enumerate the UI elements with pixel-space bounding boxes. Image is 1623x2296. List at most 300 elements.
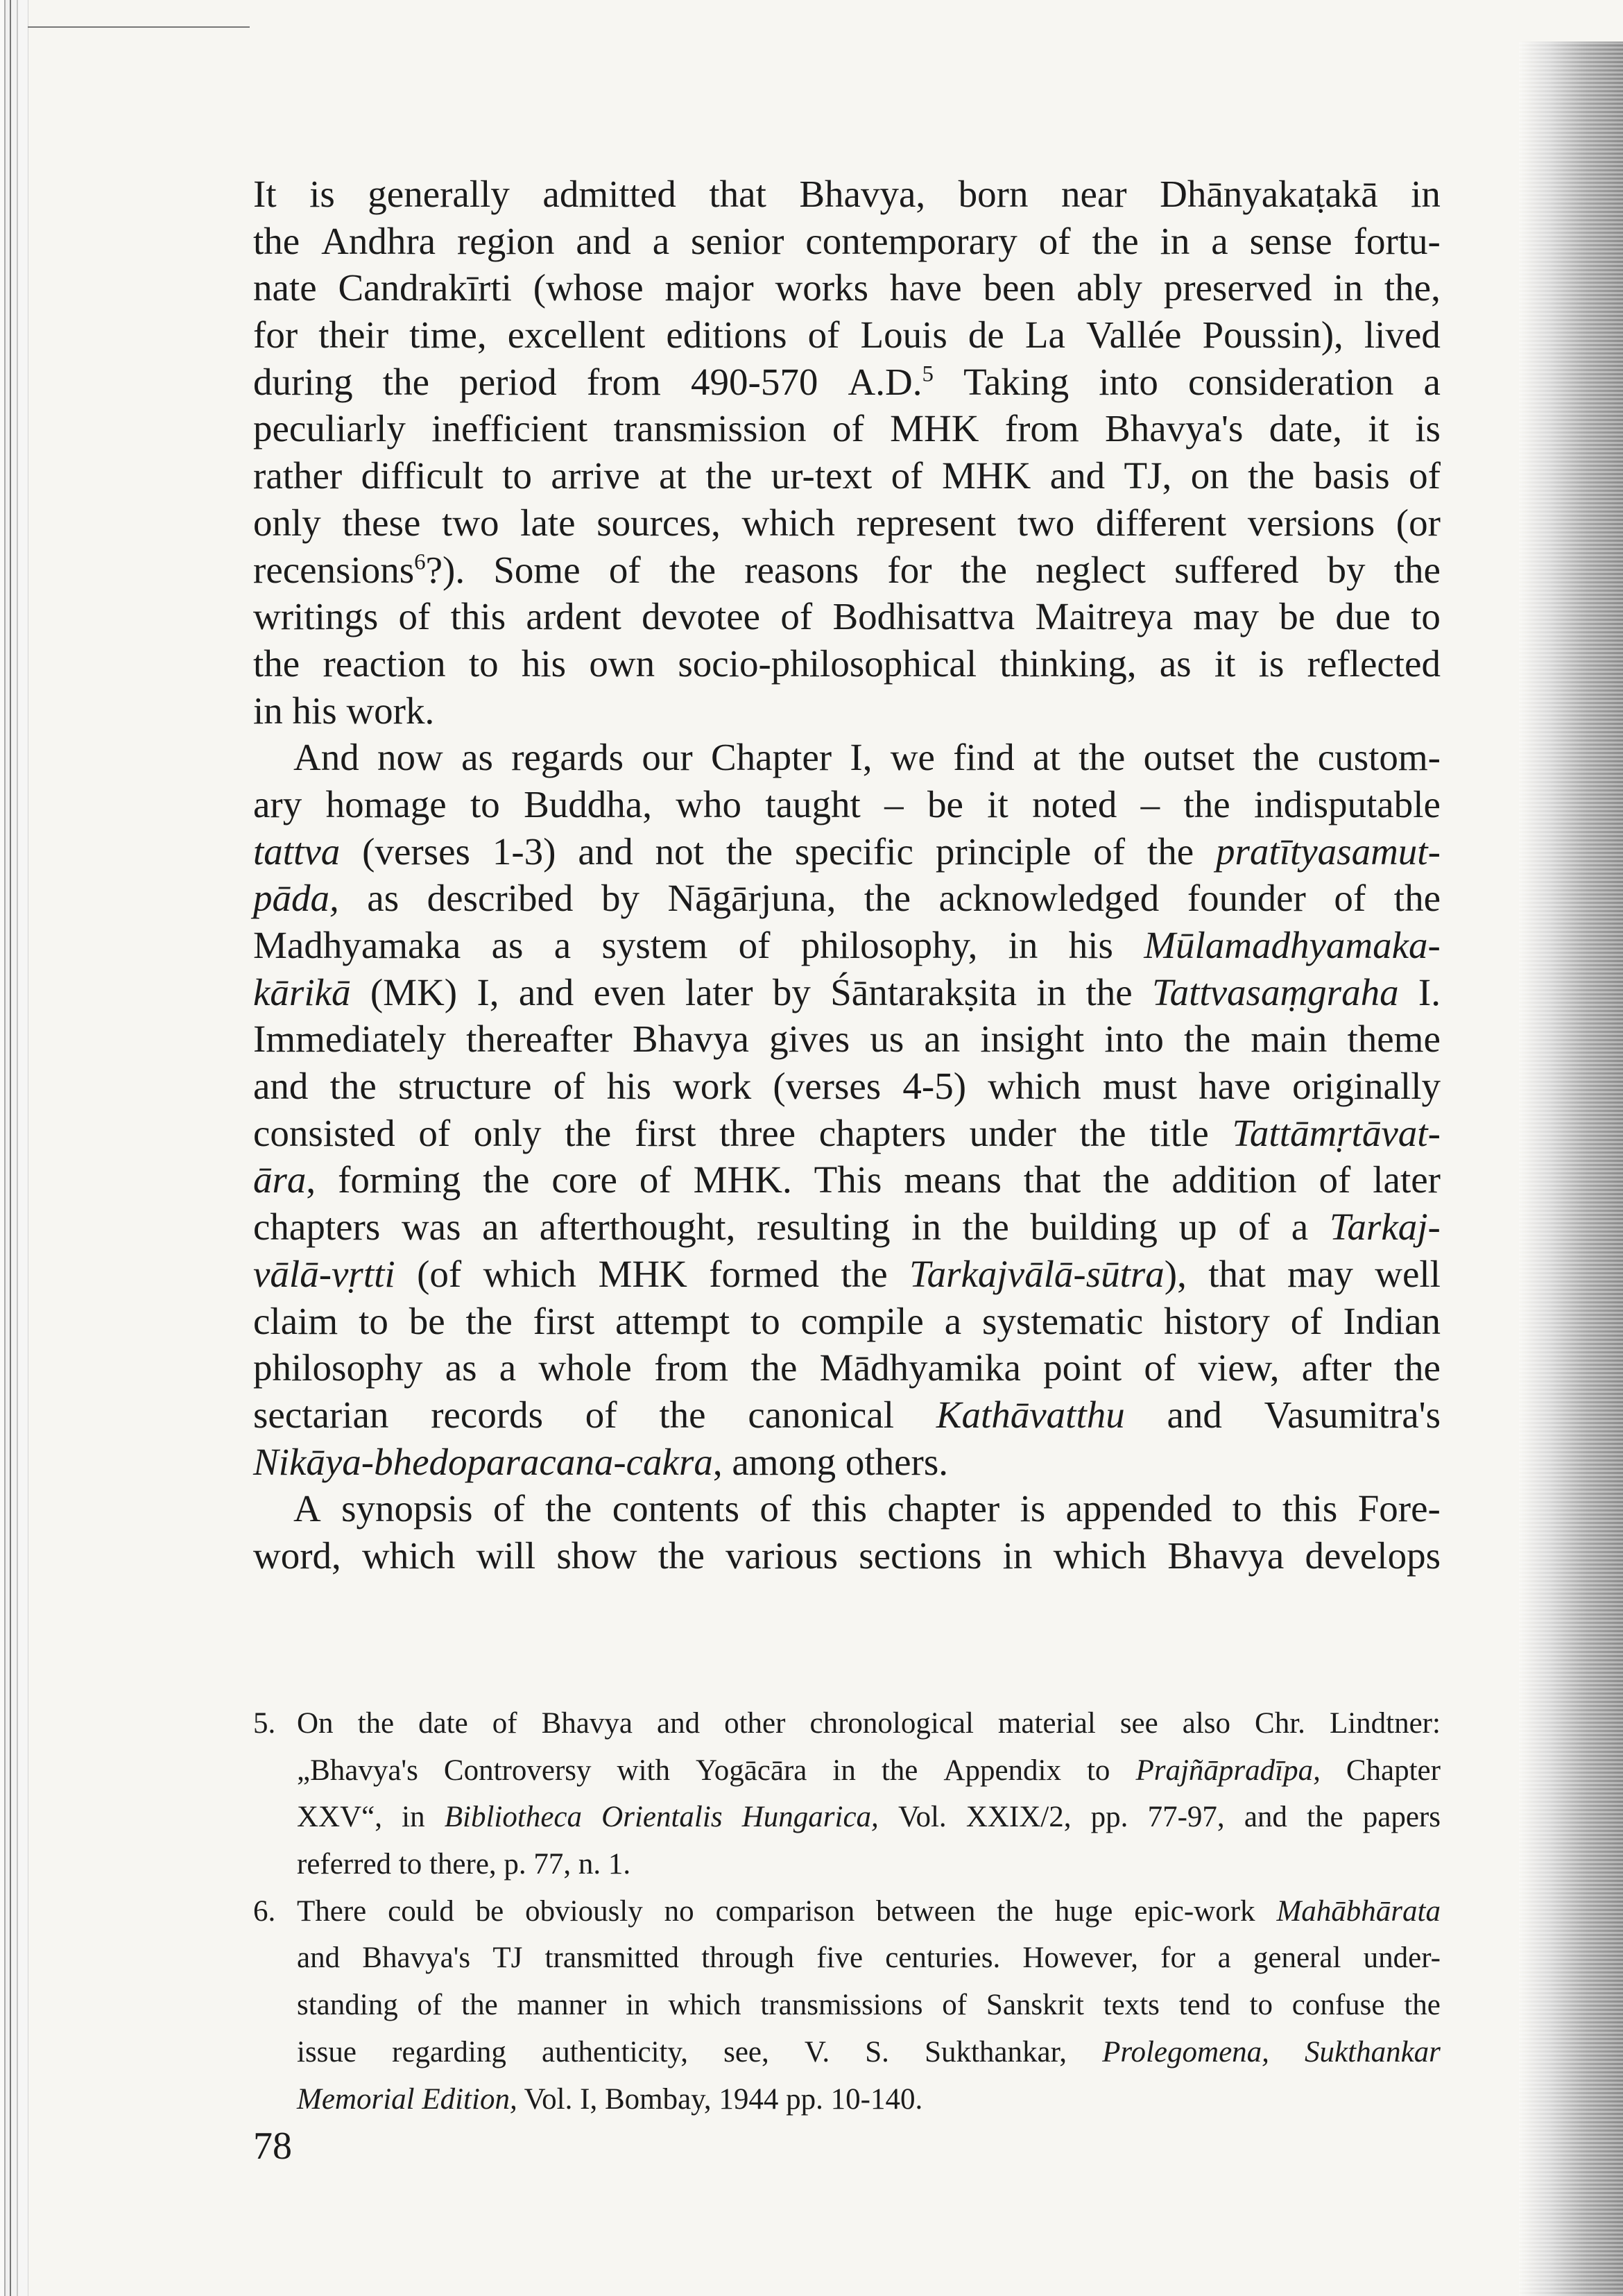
word xyxy=(1330,1203,1441,1251)
word xyxy=(1291,1298,1323,1345)
word xyxy=(771,452,873,499)
text-segment: V. xyxy=(804,2035,830,2068)
text-segment: And xyxy=(293,736,359,779)
word xyxy=(925,2032,1067,2079)
word xyxy=(589,640,655,687)
text-segment: and xyxy=(1244,1801,1287,1834)
text-segment: to xyxy=(1249,1989,1273,2022)
text-segment: consideration xyxy=(1188,360,1394,403)
word xyxy=(499,1344,516,1391)
text-segment: in xyxy=(911,1206,941,1249)
text-segment: of xyxy=(492,1487,525,1530)
text-segment: the xyxy=(750,1346,798,1389)
word xyxy=(668,875,836,922)
text-segment: a xyxy=(652,219,670,262)
italic-text: vālā-vṛtti xyxy=(253,1252,395,1295)
text-segment: must xyxy=(1102,1065,1177,1108)
word xyxy=(711,734,832,781)
word xyxy=(673,1063,751,1110)
word xyxy=(297,1750,418,1797)
text-segment: noted xyxy=(1032,782,1117,825)
text-segment: a xyxy=(553,924,572,966)
word xyxy=(724,1703,785,1750)
text-line xyxy=(297,2032,1441,2079)
word xyxy=(890,405,979,452)
text-segment: into xyxy=(1104,1018,1164,1061)
text-segment: referred to there, p. 77, n. 1. xyxy=(297,1848,631,1881)
word xyxy=(1035,593,1173,640)
text-segment: in xyxy=(1036,970,1067,1013)
word xyxy=(1253,734,1299,781)
text-segment: be xyxy=(409,1299,445,1342)
word xyxy=(427,875,574,922)
text-segment: the xyxy=(669,548,716,591)
word xyxy=(765,781,860,828)
word xyxy=(1334,875,1366,922)
text-segment: acknowledged xyxy=(938,877,1160,920)
word xyxy=(1104,1985,1160,2032)
text-segment: Madhyamaka xyxy=(253,924,461,966)
text-segment: tend xyxy=(1178,1989,1230,2022)
word xyxy=(253,828,340,875)
word xyxy=(953,734,1015,781)
word xyxy=(253,547,465,594)
text-segment: will xyxy=(476,1534,536,1577)
text-segment: arrive xyxy=(551,454,640,497)
text-segment: from xyxy=(1004,407,1079,450)
word xyxy=(483,1251,576,1298)
word xyxy=(388,1891,454,1938)
word xyxy=(705,452,752,499)
text-segment: custom- xyxy=(1317,736,1441,779)
text-segment: the xyxy=(1307,1801,1343,1834)
text-segment: the xyxy=(483,1158,530,1201)
text-segment: transmitted xyxy=(544,1942,680,1975)
word xyxy=(726,828,773,875)
text-segment: nate xyxy=(253,266,317,309)
word xyxy=(885,1937,1000,1985)
word xyxy=(876,1891,975,1938)
word xyxy=(1160,640,1192,687)
word xyxy=(542,1703,633,1750)
word xyxy=(1174,547,1298,594)
word xyxy=(297,1937,340,1985)
word xyxy=(297,1985,398,2032)
text-segment: formed xyxy=(709,1252,820,1295)
text-segment: ), xyxy=(1164,1252,1187,1295)
text-segment: „Bhavya's xyxy=(297,1754,418,1787)
text-segment: the, xyxy=(1384,266,1441,309)
text-segment: under xyxy=(969,1111,1056,1154)
word xyxy=(1017,499,1075,547)
text-segment: of xyxy=(418,1111,451,1154)
text-segment: whole xyxy=(538,1346,632,1389)
word xyxy=(253,1298,338,1345)
word xyxy=(812,1485,867,1532)
word xyxy=(445,1797,582,1844)
word xyxy=(253,1156,316,1203)
word xyxy=(253,264,317,311)
word xyxy=(362,828,470,875)
word xyxy=(253,452,342,499)
footnote-ref: 6 xyxy=(414,549,426,575)
word xyxy=(659,452,687,499)
word xyxy=(609,547,641,594)
text-segment: the xyxy=(659,1393,706,1436)
text-segment: the xyxy=(1079,736,1126,779)
word xyxy=(1373,1156,1441,1203)
text-line xyxy=(253,1063,1441,1110)
text-segment: It xyxy=(253,173,277,215)
word xyxy=(524,781,652,828)
text-segment: that xyxy=(709,173,766,215)
word xyxy=(1039,218,1071,265)
word xyxy=(961,547,1007,594)
word xyxy=(1148,1797,1225,1844)
footnote xyxy=(253,1703,1441,1891)
text-segment: XXV“, xyxy=(297,1801,382,1834)
text-segment: records xyxy=(431,1393,544,1436)
word xyxy=(253,781,302,828)
text-segment: on xyxy=(1190,454,1229,497)
word xyxy=(362,1937,470,1985)
word xyxy=(639,1156,671,1203)
word xyxy=(1307,640,1441,687)
text-segment: writings xyxy=(253,595,379,638)
word xyxy=(297,2032,357,2079)
text-segment: have xyxy=(1199,1065,1271,1108)
word xyxy=(959,171,1029,218)
word xyxy=(508,311,646,359)
text-segment: Bhavya xyxy=(541,1707,633,1740)
text-segment: Vallée xyxy=(1086,314,1182,357)
text-segment: to xyxy=(468,642,499,685)
word xyxy=(795,828,913,875)
text-segment: only xyxy=(473,1111,542,1154)
text-line xyxy=(253,1016,1441,1063)
word xyxy=(330,1063,377,1110)
italic-text: Prajñāpradīpa, xyxy=(1135,1754,1321,1787)
text-segment: rather xyxy=(253,454,343,497)
word xyxy=(1411,171,1441,218)
word xyxy=(358,1703,395,1750)
word xyxy=(554,922,571,969)
word xyxy=(891,734,935,781)
italic-text: pratītyasamut- xyxy=(1216,830,1441,873)
word xyxy=(725,1532,838,1579)
text-segment: region xyxy=(456,219,555,262)
word xyxy=(1330,1703,1441,1750)
word xyxy=(1368,405,1389,452)
italic-text: āra xyxy=(253,1158,307,1201)
word xyxy=(1105,405,1243,452)
word xyxy=(657,1703,700,1750)
word xyxy=(1022,1937,1138,1985)
text-line xyxy=(253,875,1441,922)
text-segment: chapter xyxy=(887,1487,1000,1530)
word xyxy=(909,1251,1187,1298)
text-segment: described xyxy=(427,877,574,920)
word xyxy=(601,1797,722,1844)
word xyxy=(1160,1937,1195,1985)
text-segment: in xyxy=(1008,924,1038,966)
word xyxy=(719,1110,796,1157)
word xyxy=(902,1063,966,1110)
text-segment: However, xyxy=(1022,1942,1139,1975)
word xyxy=(253,1016,446,1063)
text-segment: in xyxy=(1333,266,1364,309)
word xyxy=(1384,264,1441,311)
word xyxy=(1103,1156,1149,1203)
text-segment: 490-570 xyxy=(691,360,818,403)
word xyxy=(1305,2032,1441,2079)
text-segment: during xyxy=(253,360,353,403)
word xyxy=(399,593,431,640)
word xyxy=(398,1063,531,1110)
text-segment: the xyxy=(1393,548,1441,591)
text-segment: is xyxy=(1020,1487,1046,1530)
word xyxy=(253,311,298,359)
text-segment: by xyxy=(1327,548,1366,591)
word xyxy=(1099,359,1158,406)
word xyxy=(830,969,1017,1016)
word xyxy=(293,734,359,781)
text-segment: On xyxy=(297,1707,334,1740)
text-segment: Appendix xyxy=(943,1754,1061,1787)
text-segment: reflected xyxy=(1307,642,1441,685)
text-segment: through xyxy=(701,1942,794,1975)
text-segment: papers xyxy=(1362,1801,1441,1834)
word xyxy=(533,1298,595,1345)
word xyxy=(402,1797,424,1844)
word xyxy=(297,1703,334,1750)
word xyxy=(417,1251,461,1298)
word xyxy=(1314,452,1390,499)
text-segment: to xyxy=(502,454,533,497)
word xyxy=(1054,1532,1147,1579)
text-segment: as xyxy=(445,1346,477,1389)
text-segment: specific xyxy=(794,830,913,873)
text-segment: of xyxy=(1319,1158,1351,1201)
text-segment: and xyxy=(1167,1393,1222,1436)
word xyxy=(1144,1344,1176,1391)
text-segment: of xyxy=(1290,1299,1323,1342)
word xyxy=(1394,875,1441,922)
word xyxy=(801,1298,924,1345)
word xyxy=(1086,311,1181,359)
word xyxy=(799,171,925,218)
word xyxy=(383,359,429,406)
word xyxy=(1069,922,1113,969)
word xyxy=(1211,218,1228,265)
text-segment: I, xyxy=(850,736,873,779)
word xyxy=(742,1797,879,1844)
word xyxy=(1216,828,1441,875)
italic-text: Tattvasaṃgraha xyxy=(1152,970,1399,1013)
text-line xyxy=(253,922,1441,969)
text-segment: of xyxy=(942,1989,968,2022)
italic-text: Kathāvatthu xyxy=(936,1393,1125,1436)
word xyxy=(773,969,811,1016)
word xyxy=(642,734,692,781)
text-segment: who xyxy=(676,782,742,825)
text-segment: date, xyxy=(1269,407,1343,450)
text-segment: which xyxy=(741,501,835,544)
text-segment: originally xyxy=(1292,1065,1441,1108)
word xyxy=(1328,547,1366,594)
text-segment: the xyxy=(658,1534,705,1577)
word xyxy=(865,2032,889,2079)
word xyxy=(1005,405,1079,452)
word xyxy=(739,922,771,969)
word xyxy=(773,1063,881,1110)
word xyxy=(461,734,493,781)
word xyxy=(361,452,483,499)
word xyxy=(470,781,500,828)
text-segment: even xyxy=(593,970,666,1013)
text-line xyxy=(253,1391,1441,1439)
word xyxy=(1076,264,1142,311)
text-segment: these xyxy=(342,501,421,544)
word xyxy=(691,359,818,406)
text-segment: of xyxy=(780,595,813,638)
word xyxy=(884,781,904,828)
text-segment: the xyxy=(465,1299,513,1342)
word xyxy=(1424,359,1441,406)
text-segment: it xyxy=(1214,642,1236,685)
text-segment: Lindtner: xyxy=(1329,1707,1441,1740)
text-segment: the xyxy=(841,1252,888,1295)
text-segment: sense xyxy=(1249,219,1332,262)
word xyxy=(1343,1298,1441,1345)
text-segment: to xyxy=(1232,1487,1262,1530)
text-segment: synopsis xyxy=(341,1487,473,1530)
word xyxy=(1208,1251,1265,1298)
word xyxy=(1396,499,1441,547)
text-segment: TJ xyxy=(492,1942,523,1975)
text-segment: lived xyxy=(1364,314,1441,357)
word xyxy=(1171,1156,1296,1203)
text-segment: , xyxy=(306,1158,316,1201)
italic-text: Prolegomena, xyxy=(1102,2035,1269,2068)
text-segment: this xyxy=(812,1487,868,1530)
text-line xyxy=(253,452,1441,499)
word xyxy=(594,969,666,1016)
word xyxy=(341,1485,473,1532)
text-segment: Maitreya xyxy=(1035,595,1173,638)
text-segment: the xyxy=(1253,736,1300,779)
text-segment: of xyxy=(832,407,864,450)
word xyxy=(819,1110,946,1157)
text-segment: A.D. xyxy=(848,360,922,403)
text-segment: thereafter xyxy=(466,1018,612,1061)
text-segment: word, xyxy=(253,1534,341,1577)
text-segment: the xyxy=(1103,1158,1150,1201)
word xyxy=(891,452,923,499)
word xyxy=(253,405,406,452)
word xyxy=(1184,1016,1230,1063)
text-segment: standing xyxy=(297,1989,398,2022)
word xyxy=(1187,875,1306,922)
text-segment: we xyxy=(890,736,935,779)
word xyxy=(966,1797,1072,1844)
text-line xyxy=(297,1844,1441,1891)
word xyxy=(1179,1985,1230,2032)
word xyxy=(664,264,753,311)
word xyxy=(927,781,963,828)
word xyxy=(253,1391,388,1439)
text-segment: later xyxy=(685,970,753,1013)
word xyxy=(1031,1203,1158,1251)
word xyxy=(1254,781,1441,828)
word xyxy=(596,499,721,547)
italic-text: Mahābhārata xyxy=(1276,1894,1441,1928)
word xyxy=(870,1016,904,1063)
text-segment: claim xyxy=(253,1299,338,1342)
text-segment: different xyxy=(1095,501,1227,544)
word xyxy=(526,593,621,640)
word xyxy=(1199,1063,1271,1110)
word xyxy=(1269,405,1342,452)
word xyxy=(1214,640,1236,687)
word xyxy=(1346,1750,1441,1797)
text-line xyxy=(253,264,1441,311)
word xyxy=(1020,1485,1046,1532)
text-segment: chapters xyxy=(253,1206,381,1249)
word xyxy=(1096,499,1226,547)
word xyxy=(545,1937,679,1985)
text-segment: Indian xyxy=(1343,1299,1441,1342)
word xyxy=(253,1203,380,1251)
word xyxy=(469,640,499,687)
word xyxy=(882,1750,918,1797)
word xyxy=(601,922,707,969)
word xyxy=(801,922,978,969)
footnotes xyxy=(253,1703,1441,2125)
italic-text: kārikā xyxy=(253,970,351,1013)
text-segment: near xyxy=(1060,173,1127,215)
word xyxy=(338,1156,461,1203)
word xyxy=(633,1016,749,1063)
word xyxy=(750,1298,780,1345)
word xyxy=(1043,1344,1122,1391)
text-segment: this xyxy=(1282,1487,1338,1530)
text-segment: pp. xyxy=(1090,1801,1128,1834)
text-segment: and xyxy=(253,1065,309,1108)
text-segment: chronological xyxy=(809,1707,974,1740)
text-segment: by xyxy=(601,877,639,920)
word xyxy=(968,311,1004,359)
word xyxy=(1036,547,1146,594)
text-segment: us xyxy=(870,1018,904,1061)
text-segment: thinking, xyxy=(999,642,1137,685)
word xyxy=(253,1344,422,1391)
text-segment: three xyxy=(719,1111,796,1154)
word xyxy=(808,311,840,359)
text-segment: up xyxy=(1178,1206,1217,1249)
text-segment: founder xyxy=(1187,877,1306,920)
text-segment: addition xyxy=(1171,1158,1297,1201)
word xyxy=(1091,1797,1128,1844)
text-segment: I, xyxy=(476,970,499,1013)
word xyxy=(359,1298,388,1345)
word xyxy=(1061,171,1127,218)
word xyxy=(511,734,624,781)
word xyxy=(392,2032,506,2079)
text-segment: basis xyxy=(1313,454,1390,497)
text-line xyxy=(297,1985,1441,2032)
word xyxy=(492,1937,522,1985)
